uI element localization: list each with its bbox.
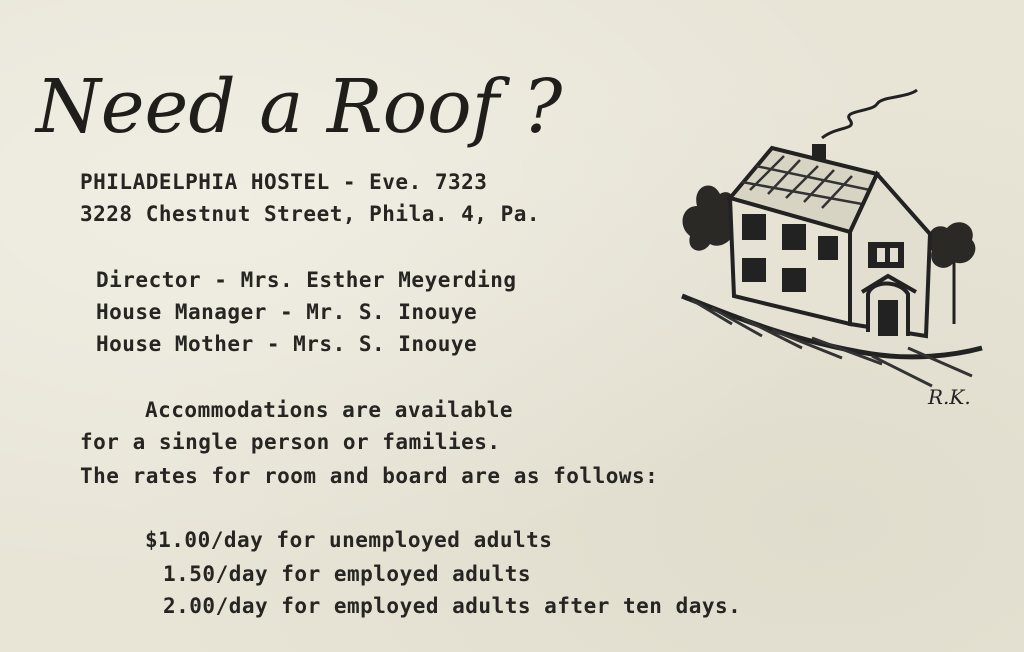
- staff-house-manager: House Manager - Mr. S. Inouye: [96, 300, 478, 324]
- accommodations-line-1: Accommodations are available: [145, 398, 514, 422]
- rate-employed: 1.50/day for employed adults: [163, 562, 532, 586]
- staff-director: Director - Mrs. Esther Meyerding: [96, 268, 517, 292]
- rate-unemployed: $1.00/day for unemployed adults: [145, 528, 553, 552]
- artist-signature: R.K.: [928, 385, 971, 409]
- accommodations-line-2: for a single person or families.: [80, 430, 501, 454]
- handwritten-headline: [30, 40, 570, 170]
- house-sketch-icon: [672, 86, 992, 420]
- headline-text: Need a Roof ?: [36, 64, 563, 150]
- accommodations-line-3: The rates for room and board are as follows:: [80, 464, 659, 488]
- staff-house-mother: House Mother - Mrs. S. Inouye: [96, 332, 478, 356]
- hostel-name-line: PHILADELPHIA HOSTEL - Eve. 7323: [80, 170, 488, 194]
- hostel-address-line: 3228 Chestnut Street, Phila. 4, Pa.: [80, 202, 541, 226]
- rate-employed-ten-days: 2.00/day for employed adults after ten days.: [163, 594, 742, 618]
